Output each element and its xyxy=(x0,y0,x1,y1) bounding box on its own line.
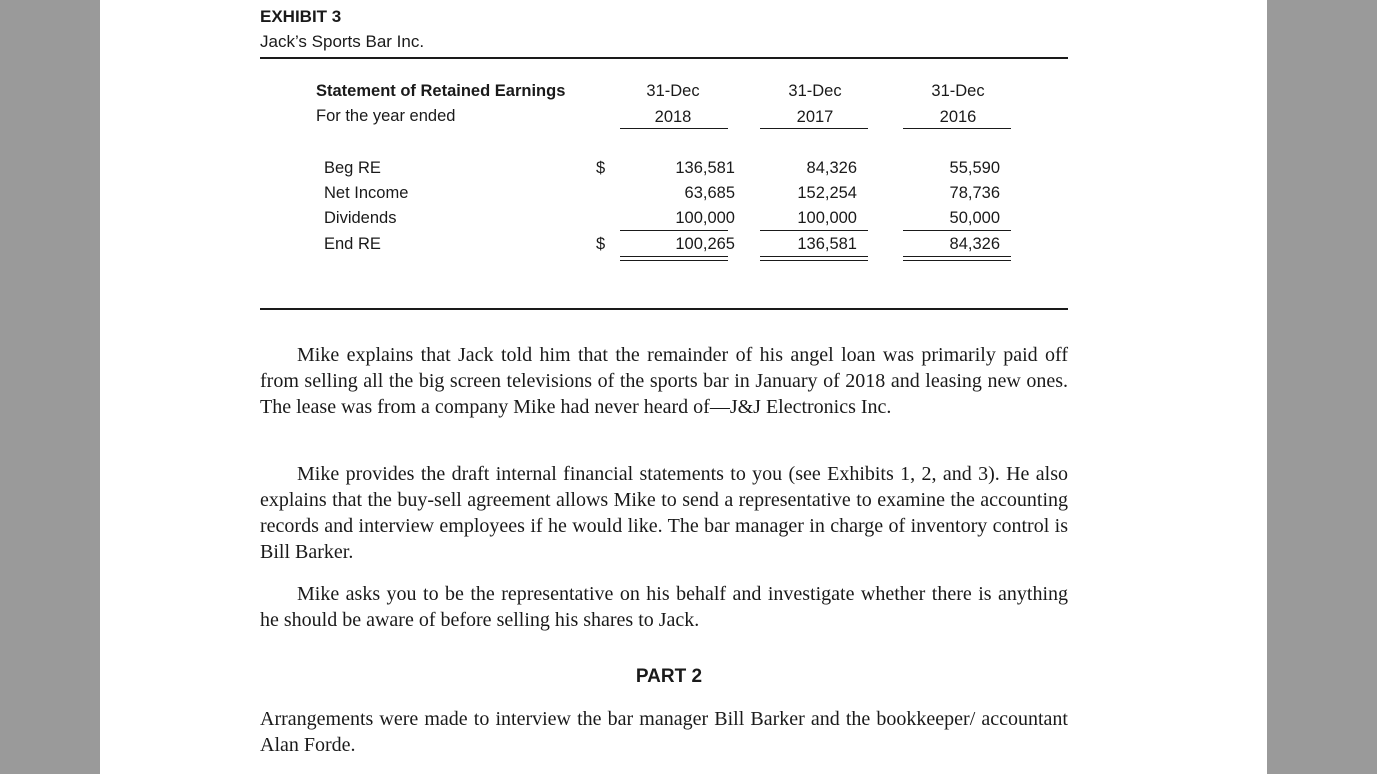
row-label: Dividends xyxy=(324,209,397,227)
exhibit-title: EXHIBIT 3 xyxy=(260,7,342,26)
currency-symbol: $ xyxy=(596,159,606,177)
total-double-rule xyxy=(760,260,868,261)
total-double-rule xyxy=(903,256,1011,257)
subtotal-rule xyxy=(620,230,728,231)
paragraph-text: Mike explains that Jack told him that the remainder of his angel loan was primarily paid off from selling all the big screen televisions of the sports bar in January of 2018 and leasing new ones. The lease was from a company Mike had never heard of—J&J Electronics Inc. xyxy=(260,344,1068,418)
table-cell: 100,000 xyxy=(675,209,735,227)
header-underline xyxy=(620,128,728,129)
bottom-divider xyxy=(260,308,1068,310)
company-name: Jack’s Sports Bar Inc. xyxy=(260,32,425,51)
column-date: 31-Dec xyxy=(931,82,985,100)
body-paragraph xyxy=(260,706,1068,758)
statement-subtitle: For the year ended xyxy=(316,107,456,125)
row-label: Net Income xyxy=(324,184,409,202)
body-paragraph xyxy=(260,461,1068,565)
body-paragraph xyxy=(260,342,1068,420)
body-paragraph xyxy=(260,581,1068,633)
table-cell: 100,265 xyxy=(675,235,735,253)
top-divider xyxy=(260,57,1068,59)
table-cell: 136,581 xyxy=(675,159,735,177)
currency-symbol: $ xyxy=(596,235,606,253)
total-double-rule xyxy=(760,256,868,257)
paragraph-text: Arrangements were made to interview the bar manager Bill Barker and the bookkeeper/ accountant Alan Forde. xyxy=(260,708,1068,756)
table-cell: 55,590 xyxy=(949,159,1000,177)
subtotal-rule xyxy=(760,230,868,231)
column-year: 2016 xyxy=(939,108,977,126)
table-cell: 152,254 xyxy=(797,184,857,202)
paragraph-text: Mike asks you to be the representative on his behalf and investigate whether there is anything he should be aware of before selling his shares to Jack. xyxy=(260,583,1068,631)
table-cell: 63,685 xyxy=(684,184,735,202)
row-label: End RE xyxy=(324,235,381,253)
column-year: 2017 xyxy=(796,108,834,126)
table-cell: 84,326 xyxy=(949,235,1000,253)
table-cell: 78,736 xyxy=(949,184,1000,202)
column-date: 31-Dec xyxy=(788,82,842,100)
header-underline xyxy=(760,128,868,129)
table-cell: 136,581 xyxy=(797,235,857,253)
table-cell: 100,000 xyxy=(797,209,857,227)
header-underline xyxy=(903,128,1011,129)
total-double-rule xyxy=(903,260,1011,261)
row-label: Beg RE xyxy=(324,159,381,177)
section-heading: PART 2 xyxy=(635,666,703,687)
total-double-rule xyxy=(620,260,728,261)
column-year: 2018 xyxy=(654,108,692,126)
statement-title: Statement of Retained Earnings xyxy=(316,82,566,100)
document-page xyxy=(100,0,1267,774)
table-cell: 84,326 xyxy=(806,159,857,177)
table-cell: 50,000 xyxy=(949,209,1000,227)
subtotal-rule xyxy=(903,230,1011,231)
total-double-rule xyxy=(620,256,728,257)
paragraph-text: Mike provides the draft internal financial statements to you (see Exhibits 1, 2, and 3). He also explains that the buy-sell agreement allows Mike to send a representative to examine the accounting records and interview employees if he would like. The bar manager in charge of inventory control is Bill Barker. xyxy=(260,463,1068,563)
column-date: 31-Dec xyxy=(646,82,700,100)
